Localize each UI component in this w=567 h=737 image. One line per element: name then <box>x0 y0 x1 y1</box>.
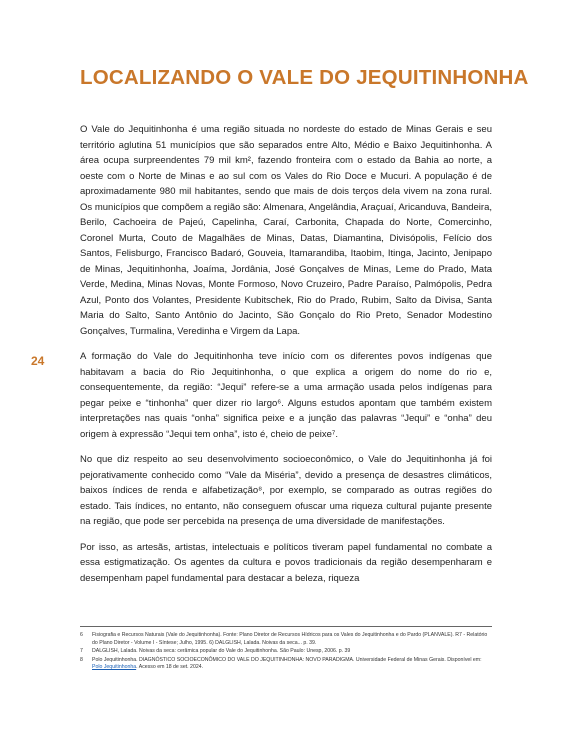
footnote-text: Fisiografia e Recursos Naturais (Vale do Jequitinhonha). Fonte: Plano Diretor de Recursos Hídricos para os Vales do Jequitinhonha e do Pardo (PLANVALE). R7 - Relatório do Plano Diretor - Volume I - Síntese; Julho, 1995. 6) DALGLISH, Lalada. Noivas da seca... p. 39. <box>92 632 488 646</box>
footnote <box>80 657 492 672</box>
footnote-number: 8 <box>80 656 83 663</box>
footnotes <box>80 626 492 673</box>
page-title: LOCALIZANDO O VALE DO JEQUITINHONHA <box>80 66 529 89</box>
footnote-text-after-link: . Acesso em 18 de set. 2024. <box>136 664 204 671</box>
footnote <box>80 648 492 656</box>
body-text <box>80 122 492 596</box>
footnote <box>80 632 492 647</box>
footnote-number: 6 <box>80 632 83 638</box>
footnote-number: 7 <box>80 648 83 655</box>
paragraph-location: O Vale do Jequitinhonha é uma região situada no nordeste do estado de Minas Gerais e seu território aglutina 51 municípios que são separados entre Alto, Médio e Baixo Jequitinhonha. A área ocupa surpreendentes 79 mil km², fazendo fronteira com o estado da Bahia ao norte, a oeste com o Norte de Minas e ao sul com os Vales do Rio Doce e Mucuri. A população é de aproximadamente 980 mil habitantes, sendo que mais de dois terços dela vivem na zona rural. Os municípios que compõem a região são: Almenara, Angelândia, Araçuaí, Aricanduva, Bandeira, Berilo, Cachoeira de Pajeú, Capelinha, Caraí, Carbonita, Chapada do Norte, Comercinho, Coronel Murta, Couto de Magalhães de Minas, Datas, Diamantina, Divisópolis, Felício dos Santos, Felisburgo, Francisco Badaró, Gouveia, Itamarandiba, Itaobim, Itinga, Jacinto, Jenipapo de Minas, Jequitinhonha, Joaíma, Jordânia, José Gonçalves de Minas, Leme do Prado, Mata Verde, Medina, Minas Novas, Monte Formoso, Novo Cruzeiro, Padre Paraíso, Palmópolis, Pedra Azul, Ponto dos Volantes, Presidente Kubitschek, Rio do Prado, Rubim, Salto da Divisa, Santa Maria do Salto, Santo Antônio do Jacinto, São Gonçalo do Rio Preto, Senador Modestino Gonçalves, Turmalina, Veredinha e Virgem da Lapa. <box>80 124 492 337</box>
paragraph-culture: Por isso, as artesãs, artistas, intelectuais e políticos tiveram papel fundamental no combate a essa estigmatização. Os agentes da cultura e povos tradicionais da região desempenharam e desempenham papel fundamental para destacar a beleza, riqueza <box>80 541 492 584</box>
paragraph-socioeconomic: No que diz respeito ao seu desenvolvimento socioeconômico, o Vale do Jequitinhonha já foi pejorativamente conhecido como “Vale da Miséria”, devido a presença de desastres climáticos, baixos índices de renda e alfabetização⁸, por exemplo, se comparado as outras regiões do estado. Tais índices, no entanto, não conseguem ofuscar uma riqueza cultural pujante presente na região, que pode ser percebida na presença de uma diversidade de manifestações. <box>80 454 492 527</box>
page-number: 24 <box>31 354 45 368</box>
footnote-text: DALGLISH, Lalada. Noivas da seca: cerâmica popular do Vale do Jequitinhonha. São Paulo: Unesp, 2006. p. 39 <box>92 648 351 655</box>
footnote-text-before-link: Polo Jequitinhonha. DIAGNÓSTICO SOCIOECONÔMICO DO VALE DO JEQUITINHONHA: NOVO PARADIGMA. Universidade Federal de Minas Gerais. Disponível em: <box>92 656 482 663</box>
polo-jequitinhonha-link[interactable]: Polo Jequitinhonha <box>92 664 137 671</box>
paragraph-origin: A formação do Vale do Jequitinhonha teve início com os diferentes povos indígenas que habitavam a bacia do Rio Jequitinhonha, o que explica a origem do nome do rio e, consequentemente, da região: “Jequi” refere-se a uma armação usada pelos indígenas para pegar peixe e “tinhonha” quer dizer rio largo⁶. Alguns estudos apontam que também existem interpretações nas quais “onha” significa peixe e a junção das palavras “Jequi” e “onha” deu origem à expressão “Jequi tem onha”, isto é, cheio de peixe⁷. <box>80 351 492 440</box>
footnote-text <box>92 657 492 672</box>
